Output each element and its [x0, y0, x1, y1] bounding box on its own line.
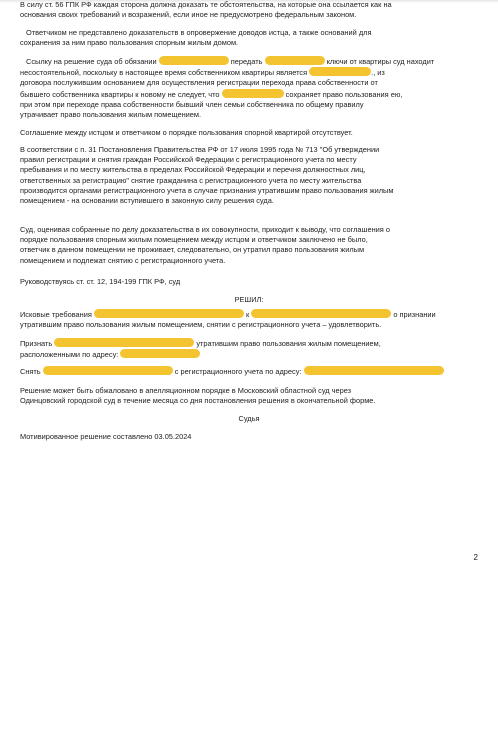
- text-line: Признать утратившим право пользования жилым помещением,: [20, 339, 381, 348]
- text-line: основания своих требований и возражений, если иное не предусмотрено федеральным законом.: [20, 10, 357, 20]
- redaction-mark: [309, 67, 371, 76]
- paragraph-court-decision-reference: [20, 56, 478, 120]
- resolved-heading: [20, 295, 478, 305]
- judge-label: Судья: [238, 414, 260, 423]
- text-line: В соответствии с п. 31 Постановления Правительства РФ от 17 июля 1995 года № 713 "Об утверждении: [20, 145, 380, 154]
- text-line: производится органами регистрационного учета в случае признания утратившим право пользования жилым: [20, 185, 394, 195]
- paragraph-court-conclusion: [20, 225, 478, 266]
- paragraph-art56: [20, 0, 478, 20]
- redaction-mark: [304, 366, 444, 375]
- text-line: ответчик в данном помещении не проживает, следовательно, он утратил право пользования жилым: [20, 245, 365, 255]
- judge-signature-block: [20, 414, 478, 424]
- text-line: правил регистрации и снятия граждан Российской Федерации с регистрационного учета по месту: [20, 155, 357, 165]
- paragraph-deregister: [20, 366, 478, 377]
- paragraph-no-agreement: [20, 128, 478, 138]
- text-line: помещением - на основании вступившего в законную силу решения суда.: [20, 196, 274, 206]
- text-line: Ответчиком не представлено доказательств в опровержение доводов истца, а также оснований для: [26, 28, 372, 37]
- redaction-mark: [251, 309, 391, 318]
- redaction-mark: [54, 338, 194, 347]
- text-line: сохранения за ним право пользования спорным жилым домом.: [20, 38, 239, 48]
- text-line: Исковые требования к о признании: [20, 310, 436, 319]
- paragraph-guided-by: [20, 277, 478, 287]
- text-line: Снять с регистрационного учета по адресу:: [20, 366, 478, 377]
- paragraph-regulation-713: [20, 145, 478, 206]
- redaction-mark: [159, 56, 229, 65]
- redaction-mark: [94, 309, 244, 318]
- paragraph-appeal: [20, 386, 478, 406]
- text-line: Ссылку на решение суда об обязании передать ключи от квартиры суд находит: [26, 57, 435, 66]
- paragraph-no-evidence: [20, 28, 478, 48]
- redaction-mark: [222, 89, 284, 98]
- page-number: 2: [473, 553, 478, 562]
- text-line: утратившим право пользования жилым помещением, снятии с регистрационного учета – удовлетворить.: [20, 320, 382, 330]
- redaction-mark: [265, 56, 325, 65]
- text-line: пребывания и по месту жительства в пределах Российской Федерации и перечня должностных лиц,: [20, 165, 366, 175]
- text-line: расположенными по адресу:: [20, 349, 478, 360]
- text-line: бывшего собственника квартиры к новому не следует, что сохраняет право пользования ею,: [20, 89, 403, 99]
- text-line: Мотивированное решение составлено 03.05.2024: [20, 432, 192, 441]
- redaction-mark: [43, 366, 173, 375]
- text-line: Одинцовский городской суд в течение месяца со дня постановления решения в окончательной форме.: [20, 396, 376, 406]
- paragraph-recognize: [20, 338, 478, 360]
- motivated-decision-date: [20, 432, 478, 442]
- text-line: ответственных за регистрацию" снятие гражданина с регистрационного учета по месту жительства: [20, 175, 362, 185]
- text-line: Суд, оценивая собранные по делу доказательства в их совокупности, приходит к выводу, что соглашения о: [20, 225, 390, 234]
- text-line: Решение может быть обжаловано в апелляционном порядке в Московский областной суд через: [20, 386, 352, 395]
- text-line: несостоятельной, поскольку в настоящее время собственником квартиры является ., из: [20, 68, 385, 78]
- text-line: договора послужившим основанием для осуществления регистрации перехода права собственности от: [20, 78, 378, 88]
- text-line: утрачивает право пользования жилым помещением.: [20, 110, 202, 120]
- text-line: В силу ст. 56 ГПК РФ каждая сторона должна доказать те обстоятельства, на которые она ссылается как на: [20, 0, 392, 9]
- paragraph-claims-granted: [20, 309, 478, 330]
- text-line: Соглашение между истцом и ответчиком о порядке пользования спорной квартирой отсутствует.: [20, 128, 353, 137]
- text-line: при этом при переходе права собственности бывший член семьи собственника по общему правилу: [20, 99, 364, 109]
- text-line: помещением и подлежат снятию с регистрационного учета.: [20, 255, 226, 265]
- text-line: Руководствуясь ст. ст. 12, 194-199 ГПК РФ, суд: [20, 277, 181, 286]
- text-line: РЕШИЛ:: [234, 295, 264, 304]
- text-line: порядке пользования спорным жилым помещением между истцом и ответчиком заключено не было,: [20, 235, 368, 245]
- redaction-mark: [120, 349, 200, 358]
